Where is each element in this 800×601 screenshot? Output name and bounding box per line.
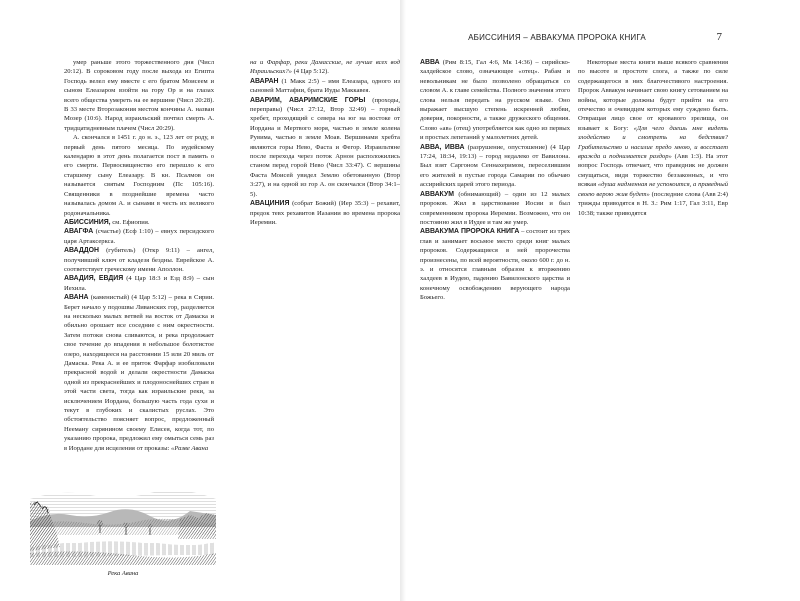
dictionary-entry: АВВА, ИВВА (разрушение, опустошение) (4 Цар 17:24, 18:34, 19:13) – город недалеко от Вавилона. Был взят Саргоном Сеннахеримом, переселившим его жителей в пустые города Самарии по обычаю ассирийских царей этого периода. [420, 143, 570, 189]
dictionary-entry: АВАРАН (1 Макк 2:5) – имя Елеазара, одного из сыновей Маттафии, брата Иуды Маккавея. [250, 77, 400, 95]
entry-headword: АВАРАН [250, 77, 279, 85]
paragraph: А. скончался в 1451 г. до н. э., 123 лет от роду, в первый день пятого месяца. По иудейскому календарю в этот день полагается пост в память о его смерти. Первосвященство его перешло к его старшему сыну Елеазару. В кн. Псалмов он называется святым Господним (Пс 105:16). Священники в позднейшие времена часто называлась домом А. и сынами в честь их великого родоначальника. [64, 134, 214, 217]
entry-headword: АВАРИМ, АВАРИМСКИЕ ГОРЫ [250, 96, 366, 104]
entry-headword: АБИССИНИЯ, [64, 218, 111, 226]
dictionary-entry: АВАНА (каменистый) (4 Цар 5:12) – река в Сирии. Берет начало у подошвы Ливанских гор, разделяется на несколько малых ветвей на восток от Дамаска и обильно орошает все соседние с ним окрестности. Затем потоки снова сливаются, и река продолжает свое течение до впадения в небольшое болотистое озеро, находящееся на расстоянии 15 или 20 миль от Дамаска. Река А. и ее приток Фарфар изобиловали прекрасной водой и делали окрестности Дамаска одной из прекраснейших и плодоноснейших стран в этой части света, тогда как израильские реки, за исключением Иордана, большую часть года сухи и текут в глубоких и скалистых руслах. Это обстоятельство поясняет вопрос, предложенный Нееману сирянином своему Елисея, когда тот, по указанию пророка, предложил ему омыться семь раз в Иордане для исцеления от проказы: «Разве Авана [64, 294, 214, 452]
entry-headword: АВВАКУМ [420, 190, 454, 198]
column-4 [578, 58, 728, 598]
dictionary-entry: АВВАКУМ (обнимающий) – один из 12 малых пророков. Жил в царствование Иосии и был современником пророка Иеремии. Возможно, что он постоянно жил в Иудее и там же умер. [420, 190, 570, 226]
entry-headword: АВВА [420, 59, 440, 66]
column-3 [420, 58, 570, 598]
entry-headword: АВВА, ИВВА [420, 143, 465, 151]
column-2 [250, 58, 400, 598]
paragraph: умер раньше этого торжественного дня (Числ 20:12). В сороковом году после выхода из Египта Господь велел ему вместе с его братом Моисеем и сыном Елеазаром взойти на гору Ор и на глазах всего общества умереть на ее вершине (Числ 20:28). В 33 месте Второзакония местом кончины А. назван Мозер (10:6). Народ израильский почтил смерть А. тридцатидневным плачем (Числ 20:29). [64, 59, 214, 132]
dictionary-entry: АВАРИМ, АВАРИМСКИЕ ГОРЫ (проходы, переправы) (Числ 27:12, Втор 32:49) – горный хребет, проходящий с севера на юг на востоке от Иордана и Мертвого моря, частью в земле колена Рувима, частью в земле Моав. Вершинами хребта являются горы Нево, Фаста и Фегор. Израильтяне после перехода через поток Арнон расположились станом перед горой Нево (Числ 33:47). С вершины Фаста Моисей увидел Землю обетованную (Втор 3:27), и на одной из гор А. он скончался (Втор 34:1–5). [250, 96, 400, 198]
entry-headword: АВАНА [64, 294, 89, 302]
entry-headword: АВАДДОН [64, 247, 99, 255]
engraving-illustration [30, 485, 216, 565]
dictionary-entry: АВАГФА (счастье) (Есф 1:10) – евнух персидского царя Артаксеркса. [64, 228, 214, 245]
column-1 [64, 58, 214, 476]
book-gutter [400, 0, 406, 601]
paragraph: Некоторые места книги выше всякого сравнения по высоте и простоте слога, а также по силе содержащегося в них благочестивого настроения. Пророк Аввакум начинает свою книгу сетованием на войны, которые должны будут прийти на его отечество и очевидцем которых ему суждено быть. Отвращая лицо свое от кровавого зрелища, он взывает к Богу: «Для чего даешь мне видеть злодейство и смотреть на бедствия? Грабительство и насилие предо мною, и восстает вражда и поднимается раздор» (Авв 1:3). На этот вопрос Господь отвечает, что праведник не должен смущаться, видя торжество беззаконных, и что всякая «душа надменная не успокоится, а праведный своею верою жив будет» (последние слова (Авв 2:4) трижды приводятся в Н. З.: Рим 1:17, Гал 3:11, Евр 10:38; также приводятся [578, 59, 728, 217]
dictionary-entry: АВВА (Рим 8:15, Гал 4:6, Мк 14:36) – сирийско-халдейское слово, означающее «отец». Рабам и невольникам не было позволено обращаться со словом А. к главе семейства. Полного значения этого слова нельзя передать на русском языке. Оно выражает высшую степень искренней любви, доверия, покорности, а также дружеского общения. Слово «ав» (отец) употребляется как одно из первых и простых лепетаний у малолетних детей. [420, 59, 570, 142]
entry-headword: АВАДИЯ, ЕВДИЯ [64, 275, 124, 283]
dictionary-entry: АВВАКУМА ПРОРОКА КНИГА – состоит из трех глав и занимает восьмое место среди книг малых пророков. Содержащиеся в ней пророчества произнесены, по всей вероятности, около 600 г. до н. э. и относятся главным образом к вторжению халдеев в Иудею, падению Вавилонского царства и конечному освобождению верующего народа Божьего. [420, 228, 570, 302]
running-header [420, 33, 722, 49]
figure-caption: Река Авана [107, 570, 139, 577]
dictionary-entry: АВАДИЯ, ЕВДИЯ (4 Цар 18:3 и Езд 8:9) – сын Иехила. [64, 275, 214, 292]
dictionary-entry: АВАЦИНИЯ (собрат Божий) (Иер 35:3) – рехавит, предок тевх рехавитов Иазании во времена пророка Иеремии. [250, 200, 400, 226]
entry-headword: АВАЦИНИЯ [250, 200, 290, 208]
entry-headword: АВВАКУМА ПРОРОКА КНИГА [420, 228, 520, 236]
entry-headword: АВАГФА [64, 228, 94, 236]
paragraph: на и Фарфар, реки Дамасские, не лучше всех вод Израильских?» (4 Цар 5:12). [250, 59, 400, 76]
running-head-title: АБИССИНИЯ – АВВАКУМА ПРОРОКА КНИГА [468, 33, 646, 42]
dictionary-entry: АБИССИНИЯ, см. Ефиопия. [64, 218, 150, 226]
page-number: 7 [716, 31, 722, 43]
dictionary-entry: АВАДДОН (губитель) (Откр 9:11) – ангел, получивший ключ от кладезя бездны. Еврейское А. соответствует греческому имени Аполлон. [64, 247, 214, 273]
